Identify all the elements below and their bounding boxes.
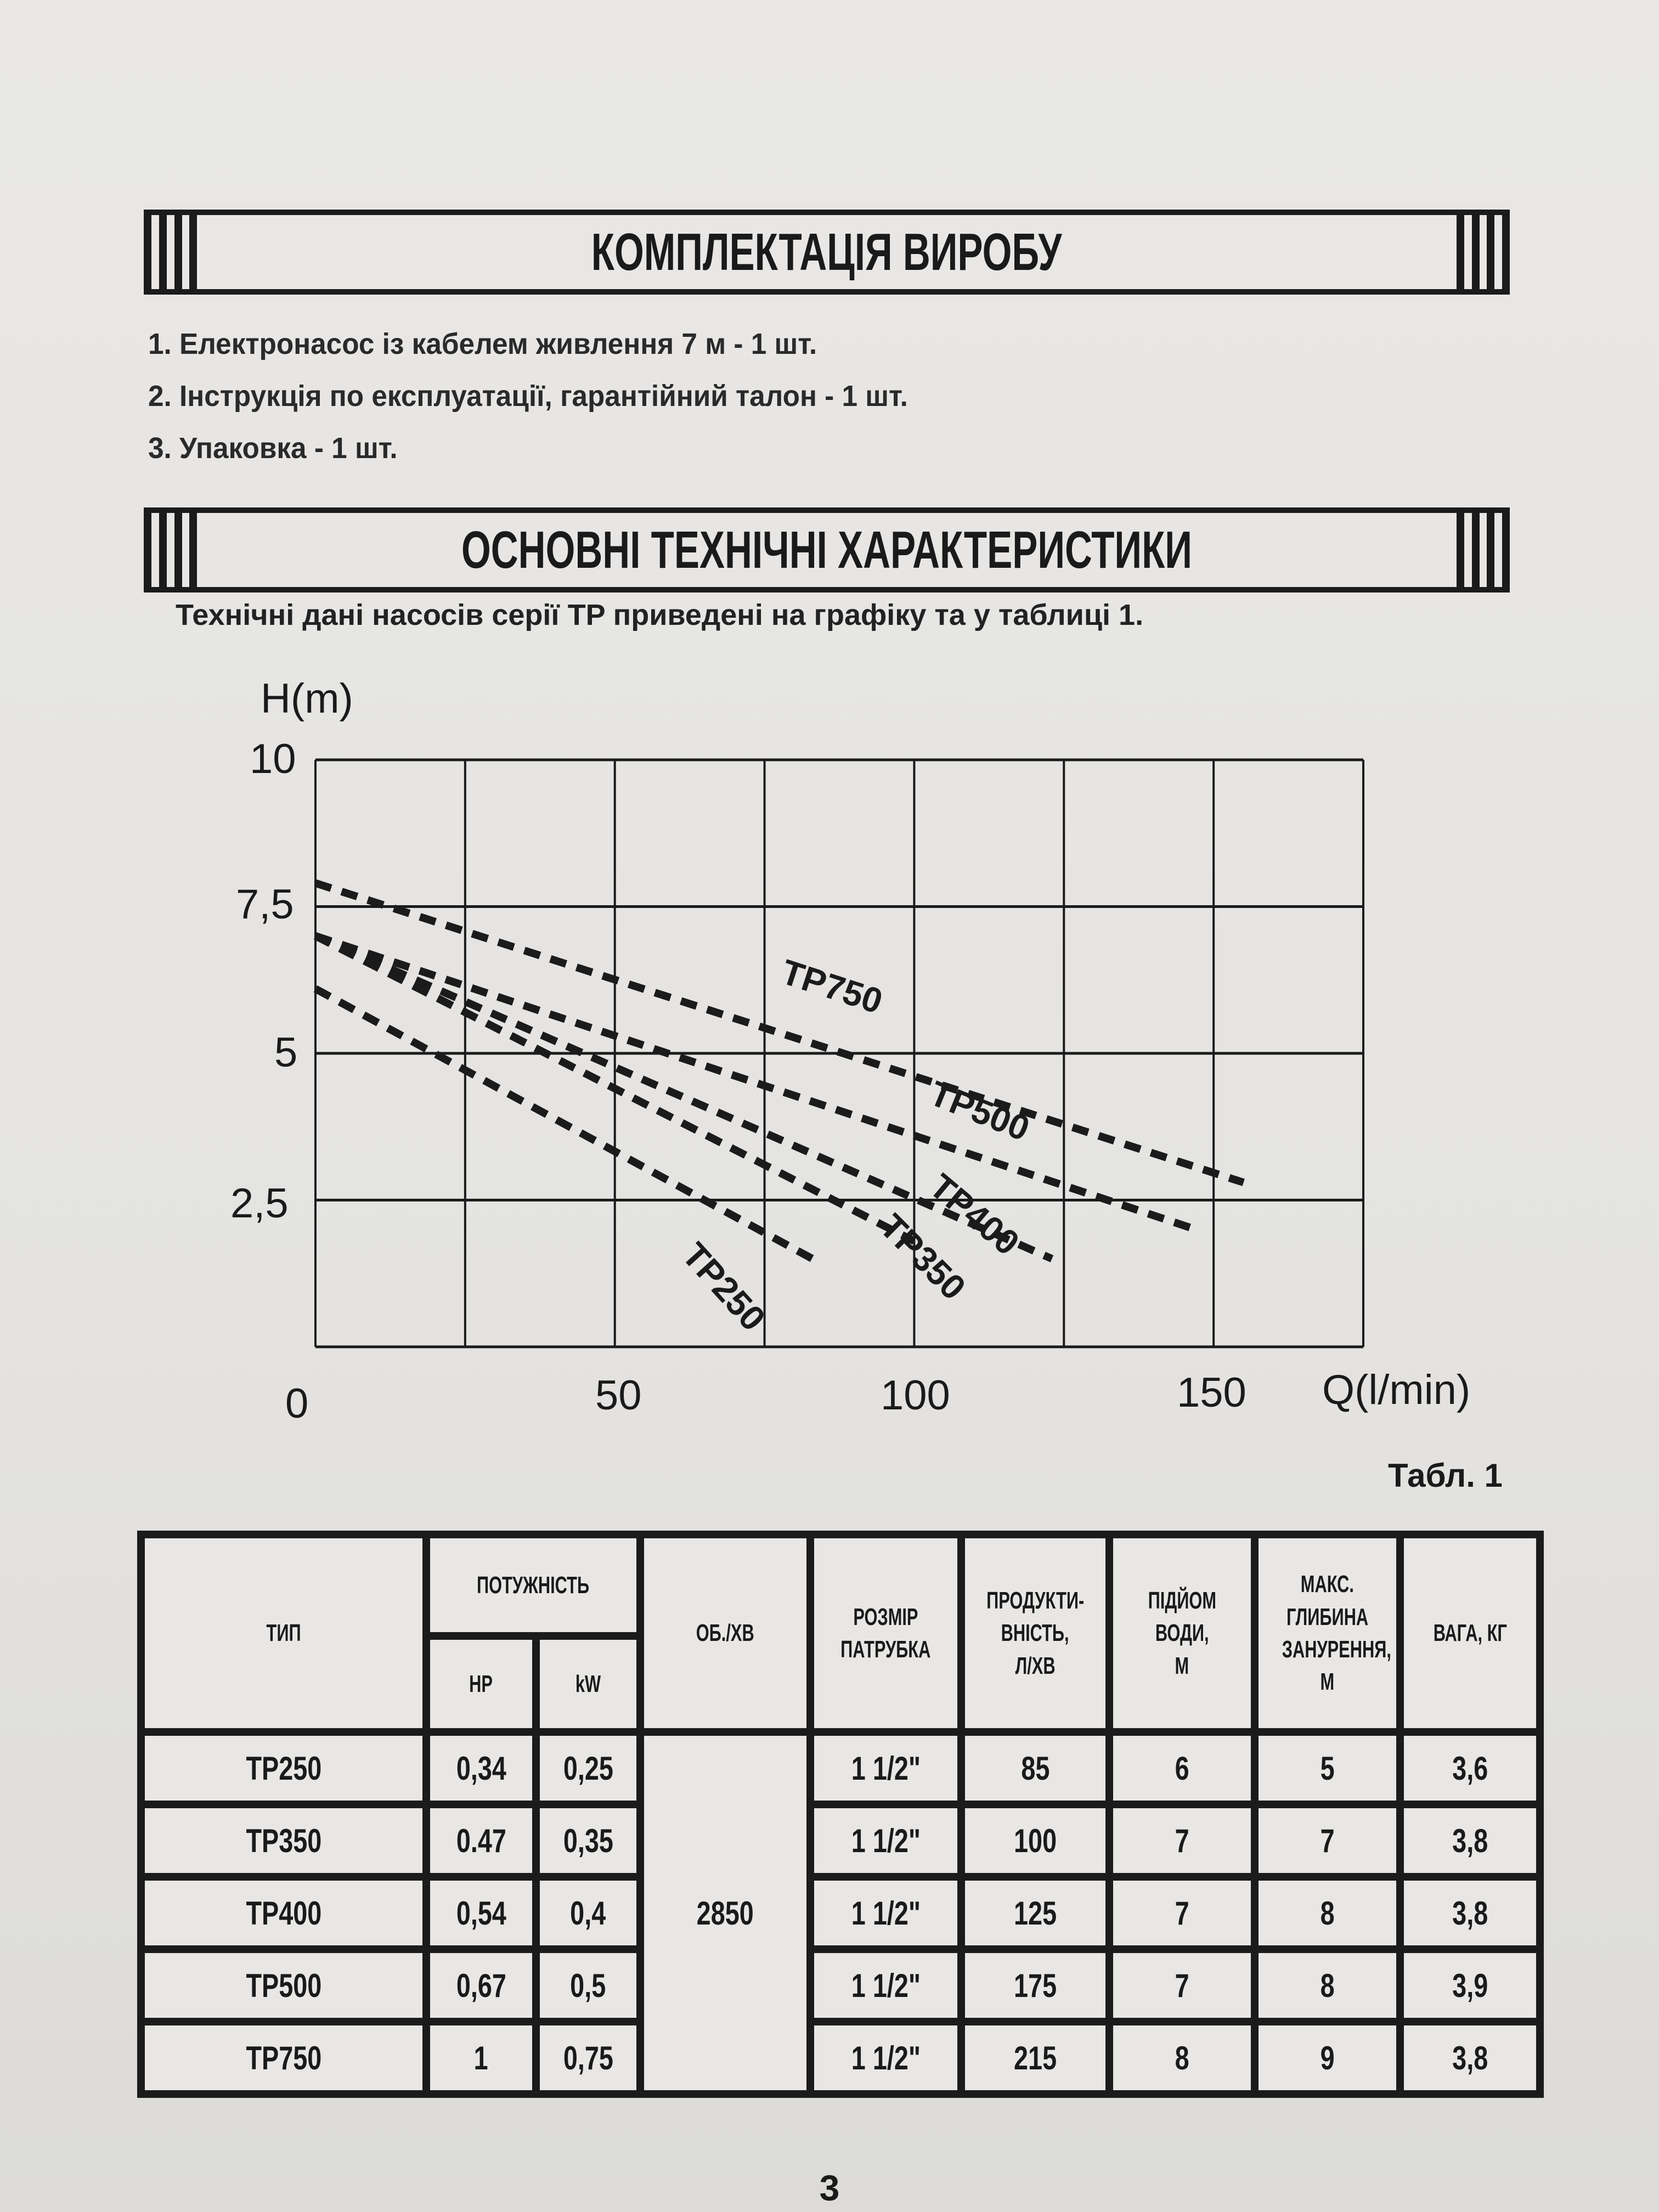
curve-label-tp750: TP750: [776, 951, 888, 1022]
table-row: [141, 2022, 1540, 2094]
cell-type: TP250: [141, 1732, 426, 1804]
cell-kw: 0,5: [536, 1949, 640, 2022]
cell-weight: 3,8: [1400, 1804, 1540, 1877]
table-row: [141, 1804, 1540, 1877]
cell-type: TP500: [141, 1949, 426, 2022]
cell-lift: 6: [1109, 1732, 1255, 1804]
header-power: ПОТУЖНІСТЬ: [426, 1534, 640, 1636]
cell-hp: 1: [426, 2022, 536, 2094]
table-row: [141, 1877, 1540, 1949]
header-lift: ПІДЙОМ ВОДИ, М: [1109, 1534, 1255, 1732]
curve-label-tp500: TP500: [924, 1073, 1035, 1149]
x-tick-50: 50: [595, 1372, 642, 1419]
x-axis-label: Q(l/min): [1322, 1367, 1471, 1413]
table-row: [141, 1732, 1540, 1804]
cell-outlet: 1 1/2": [810, 1804, 961, 1877]
header-outlet: РОЗМІР ПАТРУБКА: [810, 1534, 961, 1732]
cell-flow: 100: [961, 1804, 1109, 1877]
cell-depth: 5: [1255, 1732, 1400, 1804]
cell-kw: 0,35: [536, 1804, 640, 1877]
header-hp: HP: [426, 1636, 536, 1732]
cell-weight: 3,9: [1400, 1949, 1540, 2022]
cell-lift: 8: [1109, 2022, 1255, 2094]
cell-outlet: 1 1/2": [810, 2022, 961, 2094]
cell-lift: 7: [1109, 1949, 1255, 2022]
cell-type: TP750: [141, 2022, 426, 2094]
cell-depth: 8: [1255, 1877, 1400, 1949]
header-rpm: ОБ./ХВ: [640, 1534, 810, 1732]
cell-kw: 0,75: [536, 2022, 640, 2094]
x-tick-100: 100: [881, 1372, 950, 1419]
cell-flow: 175: [961, 1949, 1109, 2022]
cell-depth: 9: [1255, 2022, 1400, 2094]
cell-lift: 7: [1109, 1804, 1255, 1877]
cell-weight: 3,6: [1400, 1732, 1540, 1804]
contents-title: КОМПЛЕКТАЦІЯ ВИРОБУ: [591, 222, 1062, 281]
cell-kw: 0,4: [536, 1877, 640, 1949]
cell-outlet: 1 1/2": [810, 1732, 961, 1804]
cell-depth: 8: [1255, 1949, 1400, 2022]
y-tick-5: 5: [274, 1029, 298, 1076]
cell-weight: 3,8: [1400, 1877, 1540, 1949]
cell-hp: 0,54: [426, 1877, 536, 1949]
y-tick-2-5: 2,5: [230, 1180, 289, 1227]
curve-label-tp250: TP250: [674, 1235, 774, 1339]
list-item: 1. Електронасос із кабелем живлення 7 м - 1 шт.: [148, 328, 817, 360]
specs-title: ОСНОВНІ ТЕХНІЧНІ ХАРАКТЕРИСТИКИ: [461, 520, 1192, 579]
header-weight: ВАГА, КГ: [1400, 1534, 1540, 1732]
cell-outlet: 1 1/2": [810, 1877, 961, 1949]
header-type: ТИП: [141, 1534, 426, 1732]
cell-hp: 0.47: [426, 1804, 536, 1877]
cell-flow: 125: [961, 1877, 1109, 1949]
x-tick-0: 0: [285, 1380, 309, 1427]
y-tick-10: 10: [250, 736, 296, 782]
cell-rpm: 2850: [640, 1732, 810, 2094]
curve-tp250: [315, 989, 812, 1259]
spec-table: [137, 1531, 1544, 2098]
cell-depth: 7: [1255, 1804, 1400, 1877]
cell-outlet: 1 1/2": [810, 1949, 961, 2022]
curve-label-tp400: TP400: [922, 1166, 1027, 1263]
table-caption: Табл. 1: [1388, 1457, 1503, 1494]
list-item: 2. Інструкція по експлуатації, гарантійний талон - 1 шт.: [148, 380, 908, 413]
page-number: 3: [819, 2168, 840, 2208]
specs-intro: Технічні дані насосів серії TP приведені на графіку та у таблиці 1.: [176, 599, 1144, 631]
table-row: [141, 1949, 1540, 2022]
cell-lift: 7: [1109, 1877, 1255, 1949]
cell-flow: 215: [961, 2022, 1109, 2094]
cell-weight: 3,8: [1400, 2022, 1540, 2094]
x-tick-150: 150: [1177, 1369, 1246, 1416]
header-depth: МАКС. ГЛИБИНА ЗАНУРЕННЯ, М: [1255, 1534, 1400, 1732]
cell-hp: 0,67: [426, 1949, 536, 2022]
header-kw: kW: [536, 1636, 640, 1732]
y-tick-7-5: 7,5: [236, 881, 294, 928]
cell-type: TP350: [141, 1804, 426, 1877]
list-item: 3. Упаковка - 1 шт.: [148, 432, 398, 465]
header-flow: ПРОДУКТИ- ВНІСТЬ, Л/ХВ: [961, 1534, 1109, 1732]
curve-label-tp350: TP350: [872, 1206, 974, 1308]
y-axis-label: H(m): [261, 675, 353, 722]
cell-kw: 0,25: [536, 1732, 640, 1804]
cell-flow: 85: [961, 1732, 1109, 1804]
cell-type: TP400: [141, 1877, 426, 1949]
cell-hp: 0,34: [426, 1732, 536, 1804]
